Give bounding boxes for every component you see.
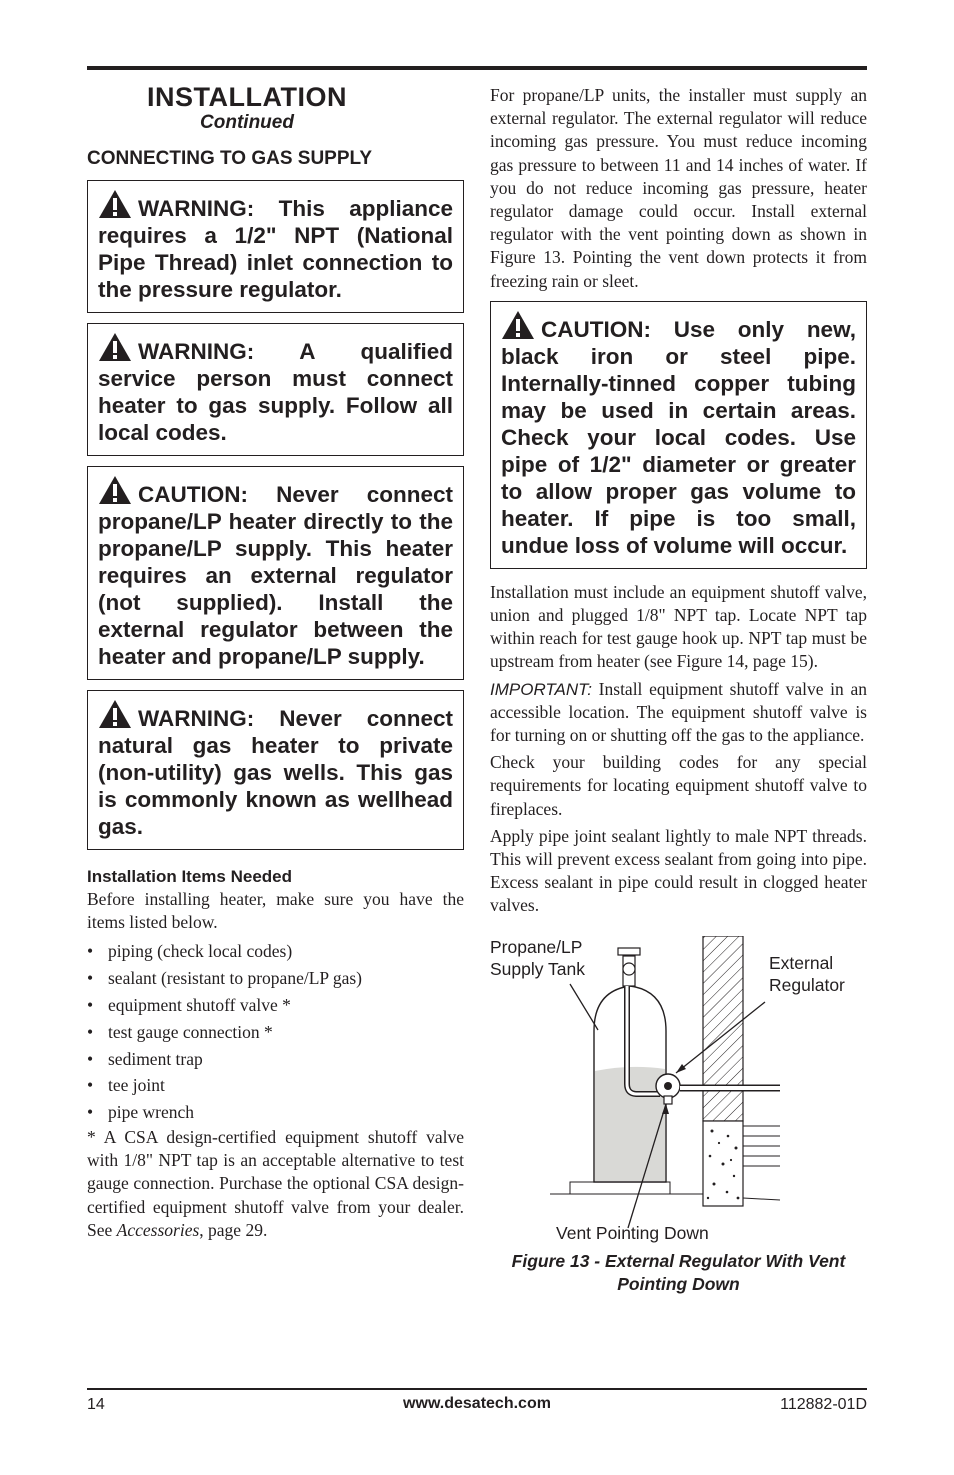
csa-note: * A CSA design-certified equipment shutoff valve with 1/8" NPT tap is an acceptable alternative to test gauge connection. Purchase the optional CSA design-certified equipment shutoff valve from your dealer. See Accessories, page 29. xyxy=(87,1126,464,1240)
footer-rule xyxy=(87,1388,867,1390)
accessories-ref: Accessories xyxy=(116,1219,200,1240)
caution-box-propane xyxy=(87,466,464,680)
shutoff-paragraph: Installation must include an equipment shutoff valve, union and plugged 1/8" NPT tap. Locate NPT tap within reach for test gauge hook up. NPT tap must be upstream from heater (see Figure 14, page 15). xyxy=(490,581,867,672)
items-intro: Before installing heater, make sure you have the items listed below. xyxy=(87,889,464,933)
caution-text: CAUTION: Never connect propane/LP heater directly to the propane/LP supply. This heater requires an external regulator (not supplied). Install the external regulator between the heater and propane/LP supply. xyxy=(98,482,453,669)
caution-box-pipe xyxy=(490,301,867,569)
list-item: • tee joint xyxy=(87,1075,165,1096)
list-item: • test gauge connection * xyxy=(87,1021,273,1042)
warning-text: WARNING: Never connect natural gas heater to private (non-utility) gas wells. This gas is commonly known as wellhead gas. xyxy=(98,706,453,839)
label-supply-tank: Propane/LP Supply Tank xyxy=(490,936,586,979)
list-item: • sealant (resistant to propane/LP gas) xyxy=(87,968,362,989)
important-label: IMPORTANT: xyxy=(490,679,592,699)
warning-icon xyxy=(98,332,132,362)
figure-13 xyxy=(490,936,867,1243)
label-vent-pointing-down: Vent Pointing Down xyxy=(556,1222,709,1243)
warning-box-wells xyxy=(87,690,464,850)
left-column xyxy=(87,80,464,1242)
warning-text: WARNING: This appliance requires a 1/2" NPT (National Pipe Thread) inlet connection to the pressure regulator. xyxy=(98,196,453,302)
label-external-regulator: External Regulator xyxy=(769,952,845,995)
list-item: • piping (check local codes) xyxy=(87,941,293,962)
right-column xyxy=(490,84,867,1296)
warning-text: WARNING: A qualified service person must connect heater to gas supply. Follow all local codes. xyxy=(98,339,453,445)
warning-icon xyxy=(98,189,132,219)
section-subtitle: Continued xyxy=(200,112,294,133)
document-number: 112882-01D xyxy=(780,1396,867,1413)
list-item: • pipe wrench xyxy=(87,1102,195,1123)
warning-icon xyxy=(501,310,535,340)
items-needed-heading: Installation Items Needed xyxy=(87,867,292,886)
footer-url[interactable]: www.desatech.com xyxy=(403,1395,551,1412)
warning-icon xyxy=(98,699,132,729)
caution-text: CAUTION: Use only new, black iron or steel pipe. Internally-tinned copper tubing may be used in certain areas. Check your local codes. Use pipe of 1/2" diameter or greater to allow proper gas volume to heater. If pipe is too small, undue loss of volume will occur. xyxy=(501,316,856,558)
items-list xyxy=(87,938,464,1126)
top-rule xyxy=(87,66,867,70)
page-number: 14 xyxy=(87,1396,105,1413)
warning-box-npt xyxy=(87,180,464,313)
important-paragraph: IMPORTANT: Install equipment shutoff valve in an accessible location. The equipment shutoff valve is for turning on or shutting off the gas to the appliance. xyxy=(490,678,867,746)
list-item: • equipment shutoff valve * xyxy=(87,995,291,1015)
figure-caption: Figure 13 - External Regulator With Vent Pointing Down xyxy=(511,1250,846,1294)
connecting-heading: CONNECTING TO GAS SUPPLY xyxy=(87,148,373,169)
list-item: • sediment trap xyxy=(87,1048,203,1069)
regulator-paragraph: For propane/LP units, the installer must supply an external regulator. The external regulator will reduce incoming gas pressure. You must reduce incoming gas pressure to between 11 and 14 inches of water. If you do not reduce incoming gas pressure, heater regulator damage could occur. Install external regulator with the vent pointing down as shown in Figure 13. Pointing the vent down protects it from freezing rain or sleet. xyxy=(490,85,867,291)
section-title: INSTALLATION xyxy=(147,82,347,112)
sealant-paragraph: Apply pipe joint sealant lightly to male NPT threads. This will prevent excess sealant from going into pipe. Excess sealant in pipe could result in clogged heater valves. xyxy=(490,825,867,916)
warning-box-qualified xyxy=(87,323,464,456)
warning-icon xyxy=(98,475,132,505)
building-codes-paragraph: Check your building codes for any special requirements for locating equipment shutoff valve to fireplaces. xyxy=(490,752,867,819)
